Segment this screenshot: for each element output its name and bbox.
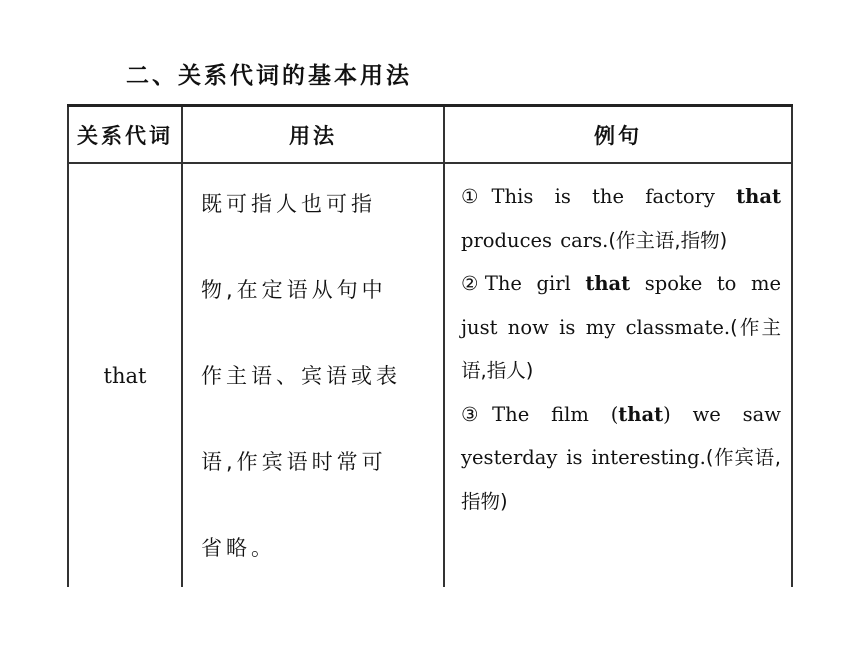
example-marker: ③ bbox=[461, 402, 493, 426]
header-pronoun: 关系代词 bbox=[77, 123, 173, 148]
usage-line: 作主语、宾语或表 bbox=[201, 363, 401, 388]
pronoun-cell: that bbox=[103, 364, 147, 388]
table-border-right bbox=[791, 107, 793, 587]
example-note: (作宾语,指物) bbox=[461, 446, 781, 513]
usage-line: 物,在定语从句中 bbox=[201, 277, 387, 302]
example-sentence bbox=[461, 393, 781, 524]
relative-pronoun-highlight: that bbox=[585, 272, 631, 295]
example-text: This is the factory bbox=[491, 185, 737, 208]
example-sentence bbox=[461, 175, 781, 262]
relative-pronoun-highlight: that bbox=[736, 185, 781, 208]
header-examples: 例句 bbox=[594, 123, 642, 148]
example-note: (作主语,指人) bbox=[461, 315, 781, 382]
header-usage: 用法 bbox=[289, 123, 337, 148]
example-sentence bbox=[461, 262, 781, 393]
example-note: (作主语,指物) bbox=[608, 228, 728, 252]
relative-pronoun-highlight: that bbox=[618, 402, 664, 426]
section-title: 二、关系代词的基本用法 bbox=[126, 63, 412, 89]
example-text: spoke to me just now is my classmate. bbox=[461, 272, 781, 339]
example-marker: ② bbox=[461, 272, 485, 295]
usage-line: 既可指人也可指 bbox=[201, 191, 376, 216]
usage-line: 省略。 bbox=[201, 535, 276, 560]
example-marker: ① bbox=[461, 185, 492, 208]
header-divider bbox=[67, 162, 793, 164]
example-text: ) we saw yesterday is interesting. bbox=[461, 402, 781, 469]
example-text: The film ( bbox=[492, 402, 619, 426]
relative-pronoun-table bbox=[67, 104, 793, 587]
usage-cell bbox=[183, 165, 443, 587]
usage-line: 语,作宾语时常可 bbox=[201, 449, 387, 474]
example-list bbox=[461, 175, 781, 523]
usage-text bbox=[201, 140, 401, 613]
example-text: produces cars. bbox=[461, 228, 609, 252]
examples-cell bbox=[445, 165, 791, 587]
example-text: The girl bbox=[484, 272, 586, 295]
